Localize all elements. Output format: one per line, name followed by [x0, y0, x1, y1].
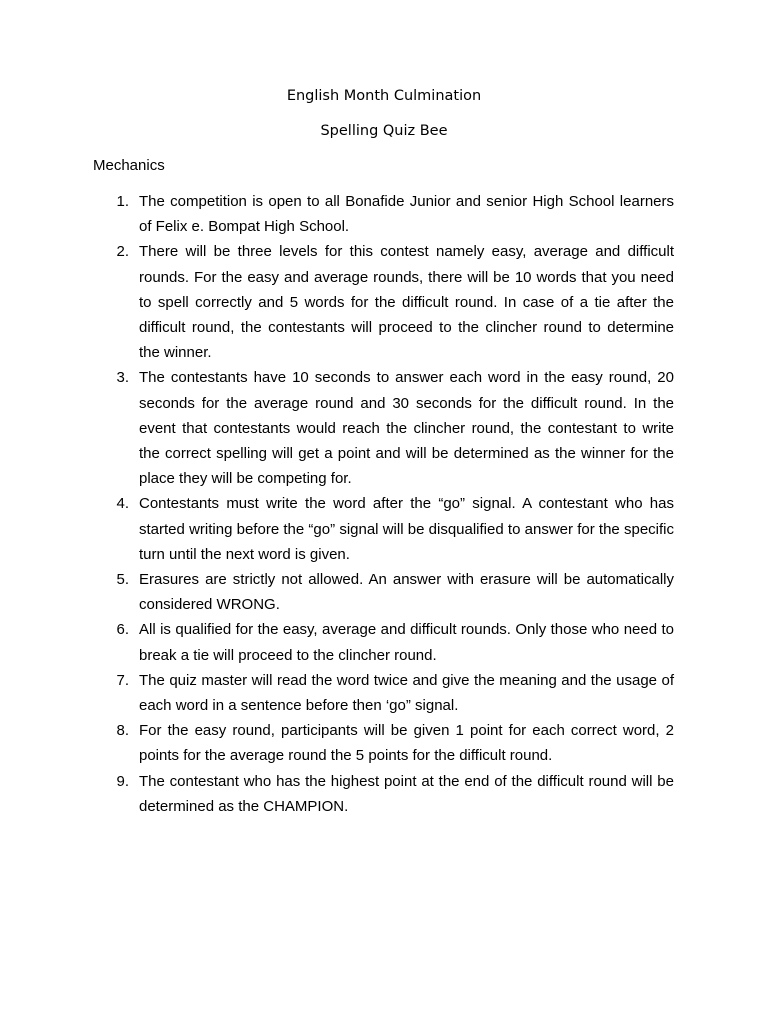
rule-item — [93, 718, 674, 768]
rule-text: Erasures are strictly not allowed. An answer with erasure will be automatically considered WRONG. — [139, 571, 674, 614]
rule-item — [93, 365, 674, 491]
document-title: English Month Culmination — [286, 88, 482, 104]
rule-number: 1. — [116, 193, 129, 210]
rule-item — [93, 769, 674, 819]
rule-item — [93, 567, 674, 617]
document-subtitle: Spelling Quiz Bee — [320, 123, 448, 139]
rule-number: 8. — [116, 722, 129, 740]
rule-text: All is qualified for the easy, average and difficult rounds. Only those who need to break a tie will proceed to the clincher round. — [139, 621, 674, 664]
rule-item — [93, 668, 674, 718]
rule-number: 2. — [116, 243, 129, 261]
rule-item — [93, 491, 674, 567]
rule-number: 7. — [116, 671, 129, 689]
rule-text: The competition is open to all Bonafide Junior and senior High School learners of Felix e. Bompat High School. — [139, 193, 674, 236]
rule-text: The contestants have 10 seconds to answer each word in the easy round, 20 seconds for the average round and 30 seconds for the difficult round. In the event that contestants would reach the clincher round, the contestant to write the correct spelling will get a point and will be determined as the winner for the place they will be competing for. — [139, 369, 674, 488]
rule-number: 3. — [116, 369, 129, 387]
rule-item — [93, 617, 674, 667]
rules-list — [93, 189, 674, 819]
rule-number: 4. — [116, 495, 129, 513]
rule-text: There will be three levels for this contest namely easy, average and difficult rounds. For the easy and average rounds, there will be 10 words that you need to spell correctly and 5 words for the difficult round. In case of a tie after the difficult round, the contestants will proceed to the clincher round to determine the winner. — [139, 243, 674, 362]
rule-text: For the easy round, participants will be given 1 point for each correct word, 2 points for the average round the 5 points for the difficult round. — [139, 722, 674, 765]
rule-text: Contestants must write the word after the “go” signal. A contestant who has started writing before the “go” signal will be disqualified to answer for the specific turn until the next word is given. — [139, 495, 674, 563]
rule-item — [93, 239, 674, 365]
rule-item — [93, 189, 674, 239]
rule-text: The contestant who has the highest point at the end of the difficult round will be determined as the CHAMPION. — [139, 772, 674, 815]
rule-number: 5. — [116, 571, 129, 589]
section-heading-mechanics: Mechanics — [93, 157, 165, 174]
rule-number: 9. — [116, 772, 129, 790]
rule-number: 6. — [116, 621, 129, 639]
rule-text: The quiz master will read the word twice and give the meaning and the usage of each word in a sentence before then ‘go” signal. — [139, 671, 674, 715]
